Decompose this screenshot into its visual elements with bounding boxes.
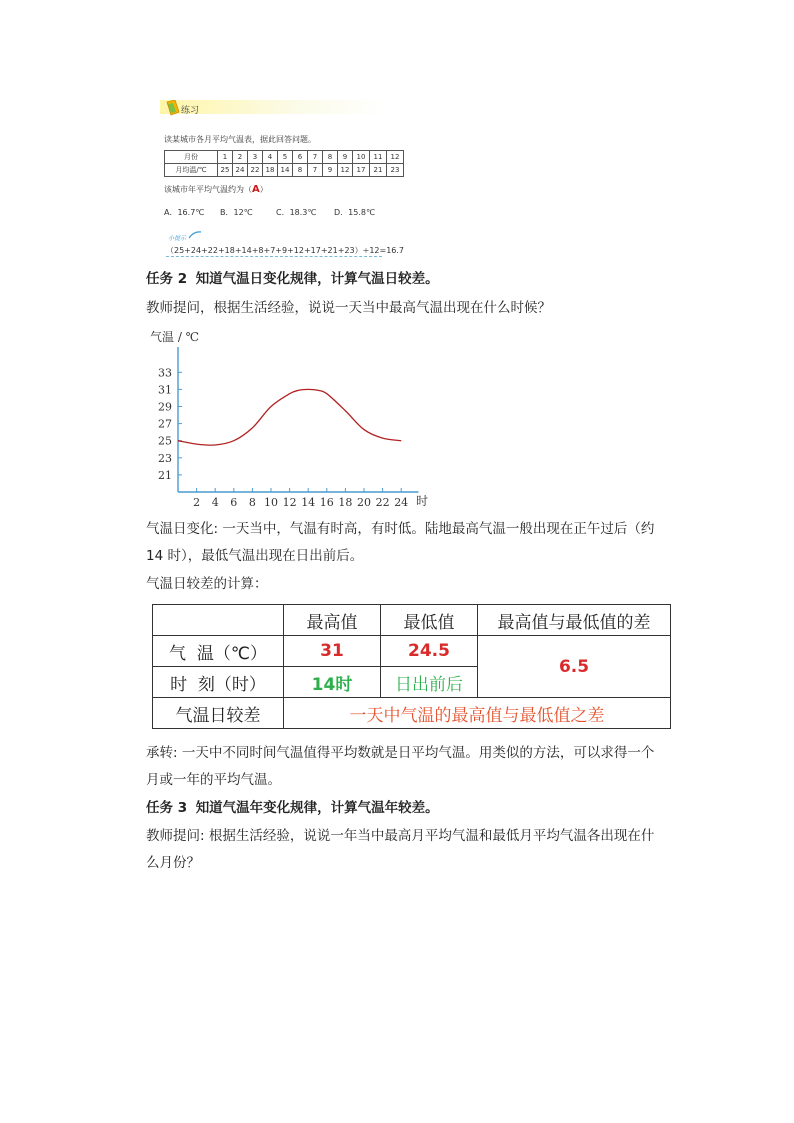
table-row: [165, 151, 404, 164]
time-min-value: 日出前后: [381, 667, 478, 698]
row-label-range: 气温日较差: [153, 698, 284, 729]
header-min: 最低值: [381, 605, 478, 636]
monthly-temp-table: [164, 150, 404, 177]
table-cell: 22: [248, 164, 263, 177]
question-text: 该城市年平均气温约为（: [164, 185, 252, 194]
exercise-prompt: 读某城市各月平均气温表，据此回答问题。: [164, 135, 316, 144]
header-max: 最高值: [284, 605, 381, 636]
table-cell: 21: [370, 164, 387, 177]
table-cell: 5: [278, 151, 293, 164]
table-cell: 9: [338, 151, 353, 164]
temperature-line: [178, 389, 401, 445]
teacher-question-2-line-1: 教师提问: 根据生活经验，说说一年当中最高月平均气温和最低月平均气温各出现在什: [146, 828, 655, 844]
row-label-temp: 气 温（℃）: [153, 636, 284, 667]
task2-heading: [146, 268, 439, 290]
daily-range-table: [152, 604, 671, 729]
exercise-options: [164, 207, 375, 218]
table-row: [153, 636, 671, 667]
option-a: A．16.7℃: [164, 208, 205, 217]
x-tick-label: 20: [357, 496, 371, 509]
question-end: ）: [259, 185, 268, 194]
transition-line-2: 月或一年的平均气温。: [146, 772, 281, 788]
y-tick-label: 23: [158, 451, 172, 465]
x-tick-label: 22: [375, 496, 390, 509]
hint-icon: [168, 230, 202, 242]
x-tick-label: 4: [211, 496, 219, 509]
table-cell: 12: [387, 151, 404, 164]
table-cell: 11: [370, 151, 387, 164]
chart-ticks: [158, 366, 408, 509]
temp-max-value: 31: [284, 636, 381, 667]
exercise-hint: （25+24+22+18+14+8+7+9+12+17+21+23）÷12=16.7: [166, 246, 405, 255]
book-icon: [166, 100, 180, 116]
table-cell: 3: [248, 151, 263, 164]
x-tick-label: 18: [338, 496, 353, 509]
chart-axes: [178, 347, 419, 492]
table-cell: 17: [353, 164, 370, 177]
transition-line-1: 承转: 一天中不同时间气温值得平均数就是日平均气温。用类似的方法，可以求得一个: [146, 745, 655, 761]
table-cell: 25: [218, 164, 233, 177]
x-tick-label: 14: [301, 496, 316, 509]
daily-variation-line-1: 气温日变化: 一天当中，气温有时高，有时低。陆地最高气温一般出现在正午过后（约: [146, 521, 655, 537]
table-cell: 8: [323, 151, 338, 164]
x-tick-label: 16: [319, 496, 334, 509]
table-cell: 1: [218, 151, 233, 164]
header-diff: 最高值与最低值的差: [478, 605, 671, 636]
y-tick-label: 27: [158, 417, 172, 431]
diff-value-cell: [478, 636, 671, 698]
x-tick-label: 10: [264, 496, 278, 509]
diff-value: 6.5: [558, 656, 590, 677]
x-tick-label: 12: [282, 496, 297, 509]
x-tick-label: 2: [193, 496, 201, 509]
y-tick-label: 29: [158, 400, 172, 414]
option-c: C．18.3℃: [276, 208, 317, 217]
time-max-value: 14时: [284, 667, 381, 698]
table-cell: 8: [293, 164, 308, 177]
exercise-question: [164, 184, 268, 195]
table-cell: 23: [387, 164, 404, 177]
daily-temperature-chart: [140, 325, 440, 510]
row-label-time: 时 刻（时）: [153, 667, 284, 698]
x-tick-label: 6: [230, 496, 238, 509]
table-cell: 10: [353, 151, 370, 164]
table-cell: 24: [233, 164, 248, 177]
range-definition: 一天中气温的最高值与最低值之差: [284, 698, 671, 729]
exercise-title: 练习: [181, 106, 200, 116]
table-cell: 7: [308, 164, 323, 177]
table-cell: 4: [263, 151, 278, 164]
chart-y-label: 气温 / ℃: [150, 330, 200, 344]
task3-label: 任务 3: [146, 800, 188, 816]
task2-label: 任务 2: [146, 271, 188, 287]
table-row: [153, 698, 671, 729]
table-cell: 2: [233, 151, 248, 164]
task2-title: 知道气温日变化规律，计算气温日较差。: [195, 271, 439, 287]
task3-heading: [146, 797, 439, 819]
exercise-header: [160, 100, 385, 114]
table-cell: 7: [308, 151, 323, 164]
option-d: D．15.8℃: [334, 208, 375, 217]
answer-mark: A: [252, 184, 260, 195]
y-tick-label: 31: [158, 383, 172, 397]
hint-icon-label: 小提示: [168, 235, 187, 242]
table-cell: 14: [278, 164, 293, 177]
table-cell: 9: [323, 164, 338, 177]
table-cell: 6: [293, 151, 308, 164]
teacher-question-2-line-2: 么月份？: [146, 855, 200, 871]
table-cell: 18: [263, 164, 278, 177]
table-cell: 月份: [165, 151, 218, 164]
pen-icon: [188, 230, 202, 240]
teacher-question-1: 教师提问，根据生活经验，说说一天当中最高气温出现在什么时候？: [146, 300, 551, 316]
table-cell: 12: [338, 164, 353, 177]
table-cell-empty: [153, 605, 284, 636]
hint-divider: [166, 256, 382, 257]
y-tick-label: 21: [158, 468, 172, 482]
option-b: B．12℃: [220, 208, 253, 217]
y-tick-label: 25: [158, 434, 172, 448]
task3-title: 知道气温年变化规律，计算气温年较差。: [195, 800, 439, 816]
table-row: [153, 605, 671, 636]
calc-title: 气温日较差的计算：: [146, 576, 268, 592]
y-tick-label: 33: [158, 366, 172, 380]
temp-min-value: 24.5: [381, 636, 478, 667]
x-tick-label: 8: [248, 496, 256, 509]
table-row: [165, 164, 404, 177]
daily-variation-line-2: 14 时），最低气温出现在日出前后。: [146, 548, 364, 564]
x-tick-label: 24: [394, 496, 409, 509]
chart-x-label: 时: [416, 494, 429, 508]
table-cell: 月均温/℃: [165, 164, 218, 177]
